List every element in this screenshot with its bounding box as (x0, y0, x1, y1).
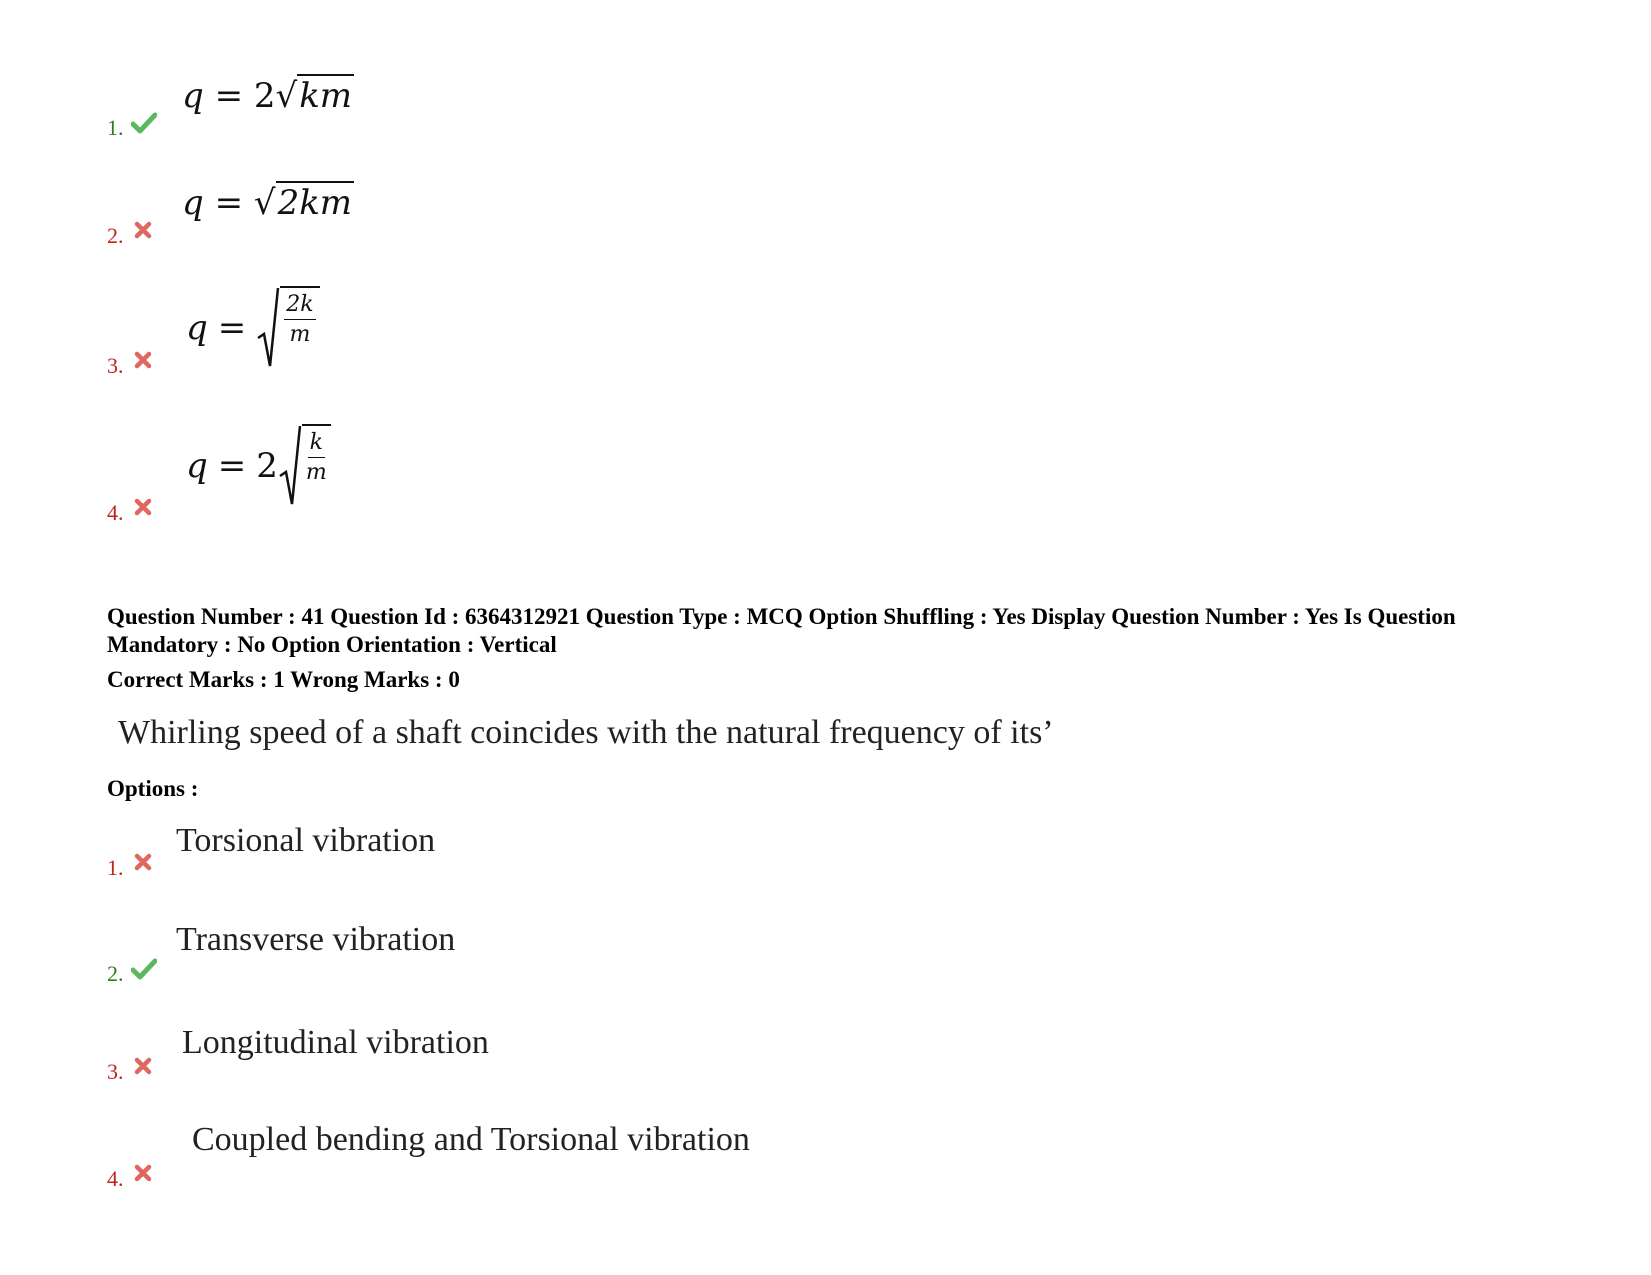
formula-option-4: q = 2 $\frac{k}{m}$ (186, 424, 331, 508)
formula-option-2: q = √2km (182, 183, 353, 223)
options-label: Options : (107, 776, 199, 801)
question-marks: Correct Marks : 1 Wrong Marks : 0 (107, 667, 460, 692)
option-number: 2. (107, 223, 124, 248)
option-text: Longitudinal vibration (182, 1024, 489, 1061)
question-meta: Question Number : 41 Question Id : 6364312921 Question Type : MCQ Option Shuffling : Yes Display Question Number : Yes Is Question Mandatory : No Option Orientation : Vertical (107, 604, 1456, 657)
cross-icon (134, 498, 152, 516)
option-number: 1. (107, 855, 124, 880)
option-number: 4. (107, 1166, 124, 1191)
option-text: Coupled bending and Torsional vibration (192, 1121, 750, 1158)
option-number: 3. (107, 353, 124, 378)
option-text: Torsional vibration (176, 822, 436, 859)
option-number: 2. (107, 961, 124, 986)
cross-icon (134, 351, 152, 369)
radical-sign (278, 424, 302, 508)
option-number: 3. (107, 1059, 124, 1084)
check-icon (131, 112, 157, 134)
radical-sign (256, 286, 280, 370)
cross-icon (134, 1057, 152, 1075)
cross-icon (134, 1164, 152, 1182)
question-text: Whirling speed of a shaft coincides with the natural frequency of its’ (118, 714, 1054, 751)
option-number: 4. (107, 500, 124, 525)
option-number: 1. (107, 115, 124, 140)
formula-option-3: q = $\frac{2k}{m}$ (186, 286, 320, 370)
check-icon (131, 958, 157, 980)
formula-option-1: q = 2√km (182, 76, 353, 116)
option-text: Transverse vibration (176, 921, 456, 958)
cross-icon (134, 221, 152, 239)
cross-icon (134, 853, 152, 871)
